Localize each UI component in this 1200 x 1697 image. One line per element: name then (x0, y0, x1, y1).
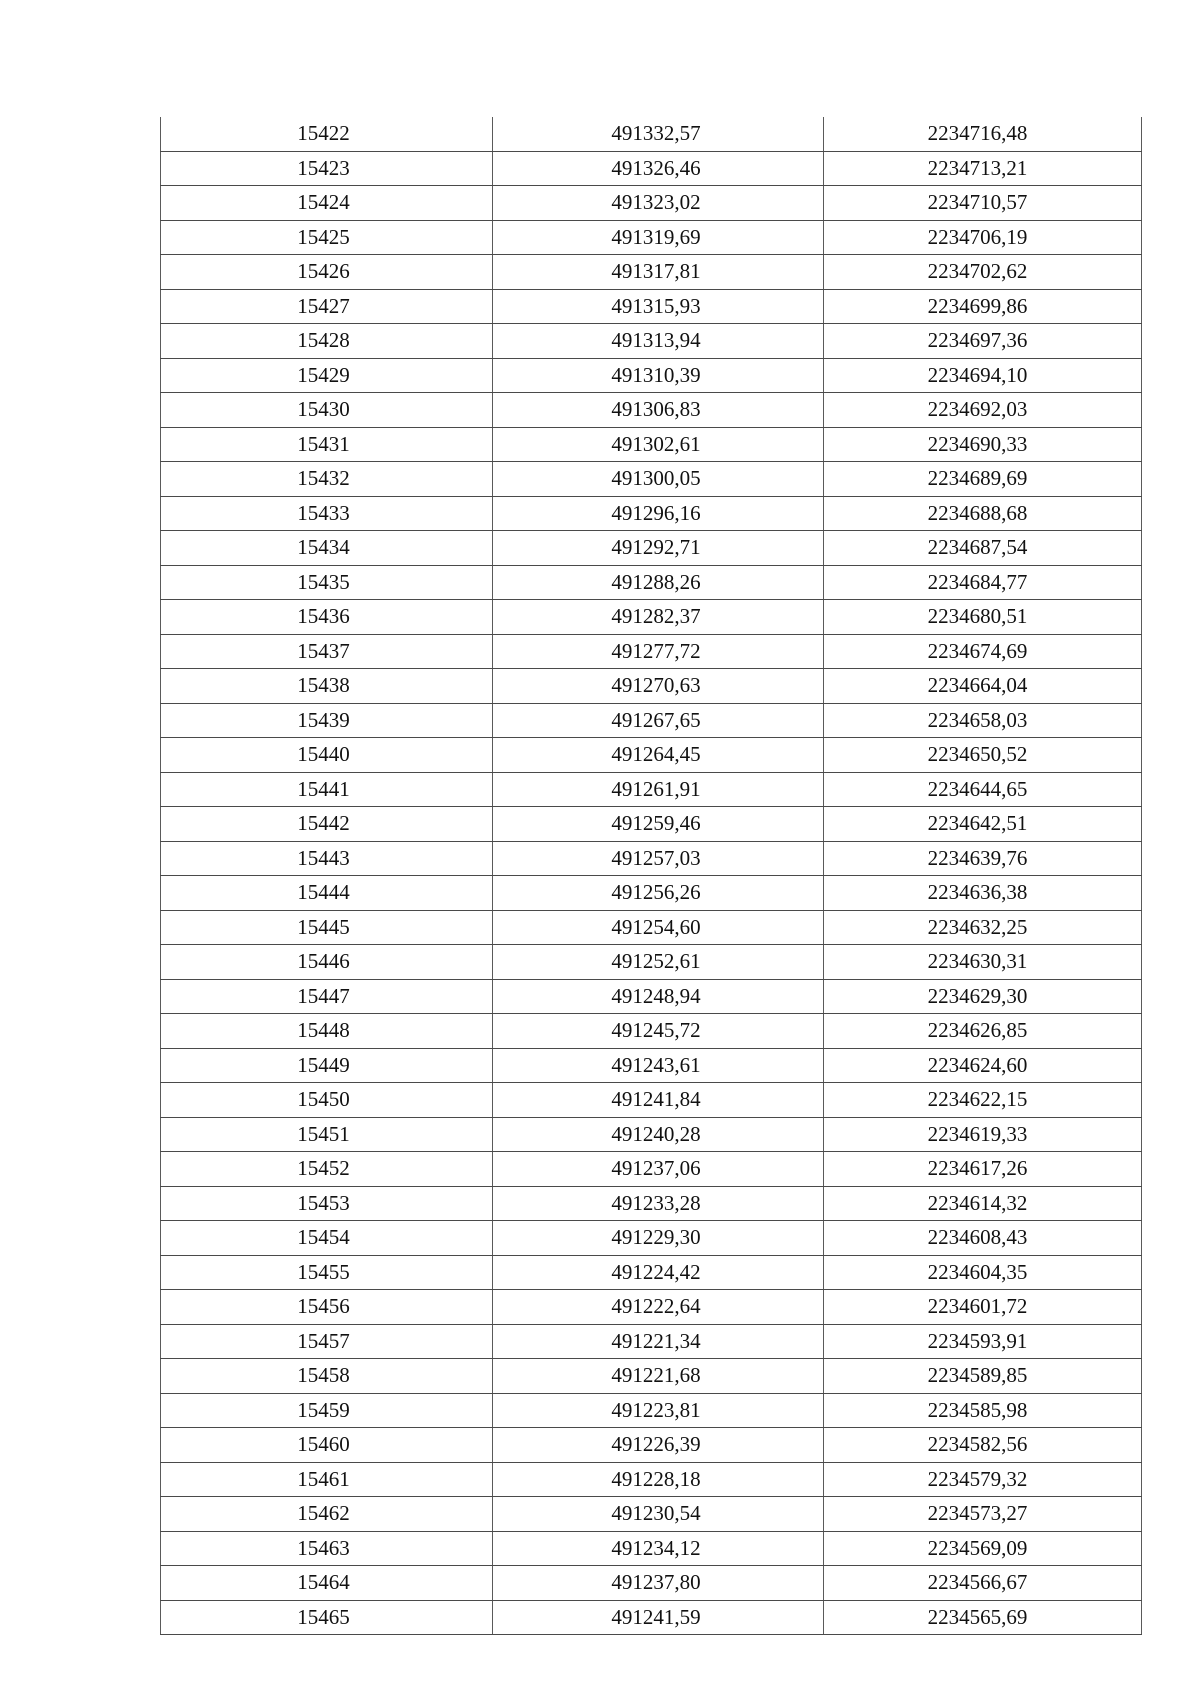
y-coordinate-cell: 2234699,86 (824, 289, 1142, 324)
point-number-cell: 15437 (161, 634, 493, 669)
point-number-cell: 15454 (161, 1221, 493, 1256)
x-coordinate-cell: 491292,71 (493, 531, 824, 566)
y-coordinate-cell: 2234636,38 (824, 876, 1142, 911)
point-number-cell: 15445 (161, 910, 493, 945)
table-row (161, 634, 1142, 669)
table-row (161, 1117, 1142, 1152)
x-coordinate-cell: 491234,12 (493, 1531, 824, 1566)
x-coordinate-cell: 491300,05 (493, 462, 824, 497)
point-number-cell: 15432 (161, 462, 493, 497)
x-coordinate-cell: 491310,39 (493, 358, 824, 393)
point-number-cell: 15457 (161, 1324, 493, 1359)
x-coordinate-cell: 491256,26 (493, 876, 824, 911)
y-coordinate-cell: 2234566,67 (824, 1566, 1142, 1601)
y-coordinate-cell: 2234702,62 (824, 255, 1142, 290)
table-row (161, 807, 1142, 842)
table-row (161, 1255, 1142, 1290)
x-coordinate-cell: 491254,60 (493, 910, 824, 945)
y-coordinate-cell: 2234593,91 (824, 1324, 1142, 1359)
point-number-cell: 15464 (161, 1566, 493, 1601)
table-row (161, 1462, 1142, 1497)
point-number-cell: 15427 (161, 289, 493, 324)
table-row (161, 393, 1142, 428)
x-coordinate-cell: 491296,16 (493, 496, 824, 531)
y-coordinate-cell: 2234589,85 (824, 1359, 1142, 1394)
table-row (161, 841, 1142, 876)
y-coordinate-cell: 2234664,04 (824, 669, 1142, 704)
table-row (161, 531, 1142, 566)
y-coordinate-cell: 2234694,10 (824, 358, 1142, 393)
y-coordinate-cell: 2234684,77 (824, 565, 1142, 600)
table-row (161, 1566, 1142, 1601)
x-coordinate-cell: 491252,61 (493, 945, 824, 980)
table-row (161, 496, 1142, 531)
x-coordinate-cell: 491248,94 (493, 979, 824, 1014)
y-coordinate-cell: 2234585,98 (824, 1393, 1142, 1428)
point-number-cell: 15443 (161, 841, 493, 876)
point-number-cell: 15448 (161, 1014, 493, 1049)
point-number-cell: 15455 (161, 1255, 493, 1290)
point-number-cell: 15423 (161, 151, 493, 186)
y-coordinate-cell: 2234619,33 (824, 1117, 1142, 1152)
y-coordinate-cell: 2234710,57 (824, 186, 1142, 221)
point-number-cell: 15430 (161, 393, 493, 428)
table-row (161, 1359, 1142, 1394)
x-coordinate-cell: 491223,81 (493, 1393, 824, 1428)
point-number-cell: 15441 (161, 772, 493, 807)
y-coordinate-cell: 2234644,65 (824, 772, 1142, 807)
y-coordinate-cell: 2234632,25 (824, 910, 1142, 945)
x-coordinate-cell: 491229,30 (493, 1221, 824, 1256)
table-row (161, 1600, 1142, 1635)
table-row (161, 738, 1142, 773)
point-number-cell: 15456 (161, 1290, 493, 1325)
y-coordinate-cell: 2234582,56 (824, 1428, 1142, 1463)
point-number-cell: 15451 (161, 1117, 493, 1152)
x-coordinate-cell: 491224,42 (493, 1255, 824, 1290)
x-coordinate-cell: 491288,26 (493, 565, 824, 600)
x-coordinate-cell: 491270,63 (493, 669, 824, 704)
point-number-cell: 15436 (161, 600, 493, 635)
x-coordinate-cell: 491237,80 (493, 1566, 824, 1601)
point-number-cell: 15422 (161, 117, 493, 151)
x-coordinate-cell: 491319,69 (493, 220, 824, 255)
table-row (161, 1324, 1142, 1359)
table-row (161, 1393, 1142, 1428)
y-coordinate-cell: 2234626,85 (824, 1014, 1142, 1049)
table-row (161, 324, 1142, 359)
point-number-cell: 15452 (161, 1152, 493, 1187)
y-coordinate-cell: 2234716,48 (824, 117, 1142, 151)
x-coordinate-cell: 491226,39 (493, 1428, 824, 1463)
x-coordinate-cell: 491267,65 (493, 703, 824, 738)
table-row (161, 600, 1142, 635)
y-coordinate-cell: 2234689,69 (824, 462, 1142, 497)
x-coordinate-cell: 491245,72 (493, 1014, 824, 1049)
x-coordinate-cell: 491230,54 (493, 1497, 824, 1532)
point-number-cell: 15465 (161, 1600, 493, 1635)
y-coordinate-cell: 2234687,54 (824, 531, 1142, 566)
table-row (161, 117, 1142, 151)
table-row (161, 1014, 1142, 1049)
x-coordinate-cell: 491259,46 (493, 807, 824, 842)
x-coordinate-cell: 491306,83 (493, 393, 824, 428)
table-row (161, 220, 1142, 255)
table-row (161, 255, 1142, 290)
y-coordinate-cell: 2234608,43 (824, 1221, 1142, 1256)
y-coordinate-cell: 2234614,32 (824, 1186, 1142, 1221)
point-number-cell: 15463 (161, 1531, 493, 1566)
y-coordinate-cell: 2234697,36 (824, 324, 1142, 359)
table-row (161, 1497, 1142, 1532)
y-coordinate-cell: 2234688,68 (824, 496, 1142, 531)
x-coordinate-cell: 491241,84 (493, 1083, 824, 1118)
x-coordinate-cell: 491302,61 (493, 427, 824, 462)
point-number-cell: 15444 (161, 876, 493, 911)
point-number-cell: 15434 (161, 531, 493, 566)
x-coordinate-cell: 491264,45 (493, 738, 824, 773)
point-number-cell: 15429 (161, 358, 493, 393)
coordinates-table-body (161, 117, 1142, 1635)
point-number-cell: 15453 (161, 1186, 493, 1221)
point-number-cell: 15459 (161, 1393, 493, 1428)
table-row (161, 462, 1142, 497)
point-number-cell: 15424 (161, 186, 493, 221)
x-coordinate-cell: 491221,68 (493, 1359, 824, 1394)
x-coordinate-cell: 491282,37 (493, 600, 824, 635)
point-number-cell: 15425 (161, 220, 493, 255)
point-number-cell: 15461 (161, 1462, 493, 1497)
point-number-cell: 15426 (161, 255, 493, 290)
point-number-cell: 15450 (161, 1083, 493, 1118)
x-coordinate-cell: 491237,06 (493, 1152, 824, 1187)
table-row (161, 1221, 1142, 1256)
x-coordinate-cell: 491222,64 (493, 1290, 824, 1325)
x-coordinate-cell: 491221,34 (493, 1324, 824, 1359)
point-number-cell: 15442 (161, 807, 493, 842)
y-coordinate-cell: 2234569,09 (824, 1531, 1142, 1566)
x-coordinate-cell: 491317,81 (493, 255, 824, 290)
x-coordinate-cell: 491233,28 (493, 1186, 824, 1221)
x-coordinate-cell: 491332,57 (493, 117, 824, 151)
x-coordinate-cell: 491240,28 (493, 1117, 824, 1152)
y-coordinate-cell: 2234658,03 (824, 703, 1142, 738)
table-row (161, 910, 1142, 945)
y-coordinate-cell: 2234601,72 (824, 1290, 1142, 1325)
y-coordinate-cell: 2234579,32 (824, 1462, 1142, 1497)
x-coordinate-cell: 491315,93 (493, 289, 824, 324)
table-row (161, 1428, 1142, 1463)
y-coordinate-cell: 2234642,51 (824, 807, 1142, 842)
table-row (161, 1152, 1142, 1187)
table-row (161, 565, 1142, 600)
x-coordinate-cell: 491243,61 (493, 1048, 824, 1083)
table-row (161, 1531, 1142, 1566)
y-coordinate-cell: 2234604,35 (824, 1255, 1142, 1290)
point-number-cell: 15458 (161, 1359, 493, 1394)
x-coordinate-cell: 491323,02 (493, 186, 824, 221)
y-coordinate-cell: 2234622,15 (824, 1083, 1142, 1118)
point-number-cell: 15460 (161, 1428, 493, 1463)
y-coordinate-cell: 2234630,31 (824, 945, 1142, 980)
y-coordinate-cell: 2234573,27 (824, 1497, 1142, 1532)
table-row (161, 979, 1142, 1014)
y-coordinate-cell: 2234713,21 (824, 151, 1142, 186)
point-number-cell: 15449 (161, 1048, 493, 1083)
x-coordinate-cell: 491326,46 (493, 151, 824, 186)
x-coordinate-cell: 491241,59 (493, 1600, 824, 1635)
point-number-cell: 15446 (161, 945, 493, 980)
table-row (161, 1083, 1142, 1118)
x-coordinate-cell: 491277,72 (493, 634, 824, 669)
table-row (161, 151, 1142, 186)
point-number-cell: 15447 (161, 979, 493, 1014)
point-number-cell: 15433 (161, 496, 493, 531)
point-number-cell: 15431 (161, 427, 493, 462)
table-row (161, 1048, 1142, 1083)
table-row (161, 1290, 1142, 1325)
y-coordinate-cell: 2234617,26 (824, 1152, 1142, 1187)
y-coordinate-cell: 2234650,52 (824, 738, 1142, 773)
y-coordinate-cell: 2234692,03 (824, 393, 1142, 428)
point-number-cell: 15428 (161, 324, 493, 359)
y-coordinate-cell: 2234639,76 (824, 841, 1142, 876)
point-number-cell: 15440 (161, 738, 493, 773)
y-coordinate-cell: 2234565,69 (824, 1600, 1142, 1635)
table-row (161, 703, 1142, 738)
point-number-cell: 15462 (161, 1497, 493, 1532)
y-coordinate-cell: 2234690,33 (824, 427, 1142, 462)
table-row (161, 876, 1142, 911)
x-coordinate-cell: 491257,03 (493, 841, 824, 876)
y-coordinate-cell: 2234624,60 (824, 1048, 1142, 1083)
table-row (161, 1186, 1142, 1221)
table-row (161, 289, 1142, 324)
point-number-cell: 15439 (161, 703, 493, 738)
table-row (161, 669, 1142, 704)
coordinates-table (160, 117, 1142, 1635)
x-coordinate-cell: 491313,94 (493, 324, 824, 359)
table-row (161, 945, 1142, 980)
x-coordinate-cell: 491261,91 (493, 772, 824, 807)
table-row (161, 186, 1142, 221)
table-row (161, 772, 1142, 807)
y-coordinate-cell: 2234706,19 (824, 220, 1142, 255)
table-row (161, 427, 1142, 462)
y-coordinate-cell: 2234680,51 (824, 600, 1142, 635)
x-coordinate-cell: 491228,18 (493, 1462, 824, 1497)
point-number-cell: 15438 (161, 669, 493, 704)
point-number-cell: 15435 (161, 565, 493, 600)
y-coordinate-cell: 2234629,30 (824, 979, 1142, 1014)
y-coordinate-cell: 2234674,69 (824, 634, 1142, 669)
table-row (161, 358, 1142, 393)
